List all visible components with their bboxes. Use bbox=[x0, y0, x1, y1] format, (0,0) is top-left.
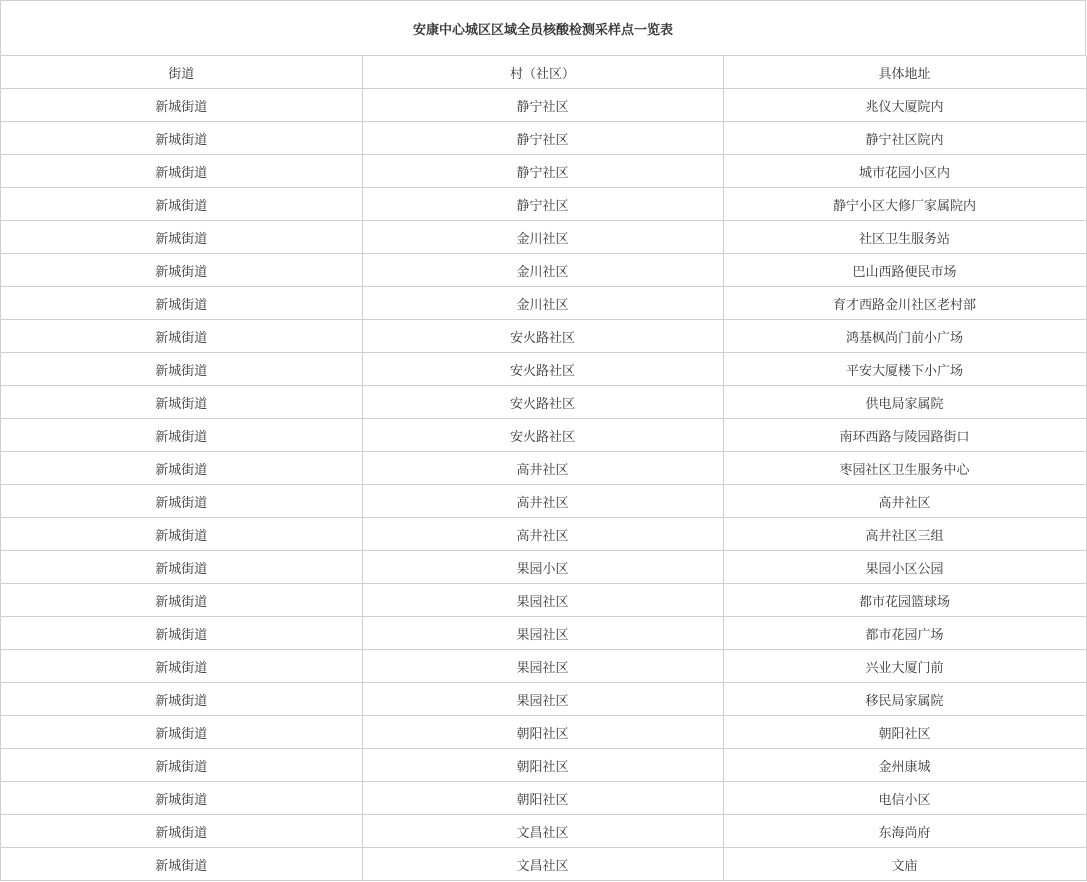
table-row bbox=[1, 287, 1086, 320]
address-cell: 育才西路金川社区老村部 bbox=[723, 287, 1086, 320]
table-row bbox=[1, 386, 1086, 419]
street-cell: 新城街道 bbox=[1, 89, 362, 122]
table-row bbox=[1, 419, 1086, 452]
table-row bbox=[1, 815, 1086, 848]
community-cell: 果园社区 bbox=[362, 617, 723, 650]
street-cell: 新城街道 bbox=[1, 815, 362, 848]
table-row bbox=[1, 89, 1086, 122]
table-row bbox=[1, 716, 1086, 749]
street-cell: 新城街道 bbox=[1, 485, 362, 518]
table-row bbox=[1, 485, 1086, 518]
address-cell: 静宁社区院内 bbox=[723, 122, 1086, 155]
community-cell: 高井社区 bbox=[362, 485, 723, 518]
street-cell: 新城街道 bbox=[1, 683, 362, 716]
community-cell: 安火路社区 bbox=[362, 320, 723, 353]
table-row bbox=[1, 848, 1086, 881]
table-row bbox=[1, 518, 1086, 551]
community-cell: 朝阳社区 bbox=[362, 716, 723, 749]
street-cell: 新城街道 bbox=[1, 551, 362, 584]
address-cell: 果园小区公园 bbox=[723, 551, 1086, 584]
sampling-points-table bbox=[1, 56, 1087, 881]
community-cell: 果园社区 bbox=[362, 584, 723, 617]
address-cell: 高井社区 bbox=[723, 485, 1086, 518]
address-cell: 供电局家属院 bbox=[723, 386, 1086, 419]
community-cell: 静宁社区 bbox=[362, 155, 723, 188]
community-cell: 安火路社区 bbox=[362, 353, 723, 386]
street-cell: 新城街道 bbox=[1, 353, 362, 386]
community-cell: 静宁社区 bbox=[362, 89, 723, 122]
header-community: 村（社区） bbox=[362, 56, 723, 89]
street-cell: 新城街道 bbox=[1, 617, 362, 650]
community-cell: 文昌社区 bbox=[362, 848, 723, 881]
street-cell: 新城街道 bbox=[1, 452, 362, 485]
address-cell: 东海尚府 bbox=[723, 815, 1086, 848]
address-cell: 兴业大厦门前 bbox=[723, 650, 1086, 683]
table-row bbox=[1, 188, 1086, 221]
address-cell: 兆仪大厦院内 bbox=[723, 89, 1086, 122]
street-cell: 新城街道 bbox=[1, 584, 362, 617]
street-cell: 新城街道 bbox=[1, 188, 362, 221]
community-cell: 金川社区 bbox=[362, 221, 723, 254]
street-cell: 新城街道 bbox=[1, 122, 362, 155]
community-cell: 朝阳社区 bbox=[362, 749, 723, 782]
street-cell: 新城街道 bbox=[1, 749, 362, 782]
table-body bbox=[1, 89, 1086, 881]
community-cell: 静宁社区 bbox=[362, 188, 723, 221]
community-cell: 文昌社区 bbox=[362, 815, 723, 848]
table-row bbox=[1, 254, 1086, 287]
address-cell: 文庙 bbox=[723, 848, 1086, 881]
table-row bbox=[1, 452, 1086, 485]
table-row bbox=[1, 782, 1086, 815]
address-cell: 枣园社区卫生服务中心 bbox=[723, 452, 1086, 485]
address-cell: 朝阳社区 bbox=[723, 716, 1086, 749]
community-cell: 金川社区 bbox=[362, 287, 723, 320]
table-row bbox=[1, 650, 1086, 683]
address-cell: 城市花园小区内 bbox=[723, 155, 1086, 188]
community-cell: 朝阳社区 bbox=[362, 782, 723, 815]
community-cell: 高井社区 bbox=[362, 452, 723, 485]
community-cell: 金川社区 bbox=[362, 254, 723, 287]
community-cell: 安火路社区 bbox=[362, 386, 723, 419]
community-cell: 安火路社区 bbox=[362, 419, 723, 452]
address-cell: 都市花园广场 bbox=[723, 617, 1086, 650]
address-cell: 高井社区三组 bbox=[723, 518, 1086, 551]
table-row bbox=[1, 584, 1086, 617]
header-street: 街道 bbox=[1, 56, 362, 89]
table-row bbox=[1, 320, 1086, 353]
address-cell: 都市花园篮球场 bbox=[723, 584, 1086, 617]
street-cell: 新城街道 bbox=[1, 386, 362, 419]
street-cell: 新城街道 bbox=[1, 518, 362, 551]
street-cell: 新城街道 bbox=[1, 716, 362, 749]
community-cell: 果园社区 bbox=[362, 683, 723, 716]
table-title: 安康中心城区区域全员核酸检测采样点一览表 bbox=[1, 1, 1086, 56]
table-row bbox=[1, 749, 1086, 782]
address-cell: 南环西路与陵园路街口 bbox=[723, 419, 1086, 452]
community-cell: 果园社区 bbox=[362, 650, 723, 683]
street-cell: 新城街道 bbox=[1, 287, 362, 320]
table-row bbox=[1, 617, 1086, 650]
street-cell: 新城街道 bbox=[1, 782, 362, 815]
table-row bbox=[1, 353, 1086, 386]
street-cell: 新城街道 bbox=[1, 419, 362, 452]
table-row bbox=[1, 551, 1086, 584]
community-cell: 静宁社区 bbox=[362, 122, 723, 155]
address-cell: 鸿基枫尚门前小广场 bbox=[723, 320, 1086, 353]
address-cell: 电信小区 bbox=[723, 782, 1086, 815]
address-cell: 社区卫生服务站 bbox=[723, 221, 1086, 254]
table-row bbox=[1, 221, 1086, 254]
address-cell: 静宁小区大修厂家属院内 bbox=[723, 188, 1086, 221]
street-cell: 新城街道 bbox=[1, 221, 362, 254]
header-address: 具体地址 bbox=[723, 56, 1086, 89]
street-cell: 新城街道 bbox=[1, 254, 362, 287]
community-cell: 果园小区 bbox=[362, 551, 723, 584]
address-cell: 平安大厦楼下小广场 bbox=[723, 353, 1086, 386]
header-row bbox=[1, 56, 1086, 89]
table-row bbox=[1, 155, 1086, 188]
address-cell: 移民局家属院 bbox=[723, 683, 1086, 716]
address-cell: 金州康城 bbox=[723, 749, 1086, 782]
street-cell: 新城街道 bbox=[1, 848, 362, 881]
street-cell: 新城街道 bbox=[1, 650, 362, 683]
address-cell: 巴山西路便民市场 bbox=[723, 254, 1086, 287]
community-cell: 高井社区 bbox=[362, 518, 723, 551]
table-row bbox=[1, 683, 1086, 716]
street-cell: 新城街道 bbox=[1, 155, 362, 188]
table-row bbox=[1, 122, 1086, 155]
street-cell: 新城街道 bbox=[1, 320, 362, 353]
